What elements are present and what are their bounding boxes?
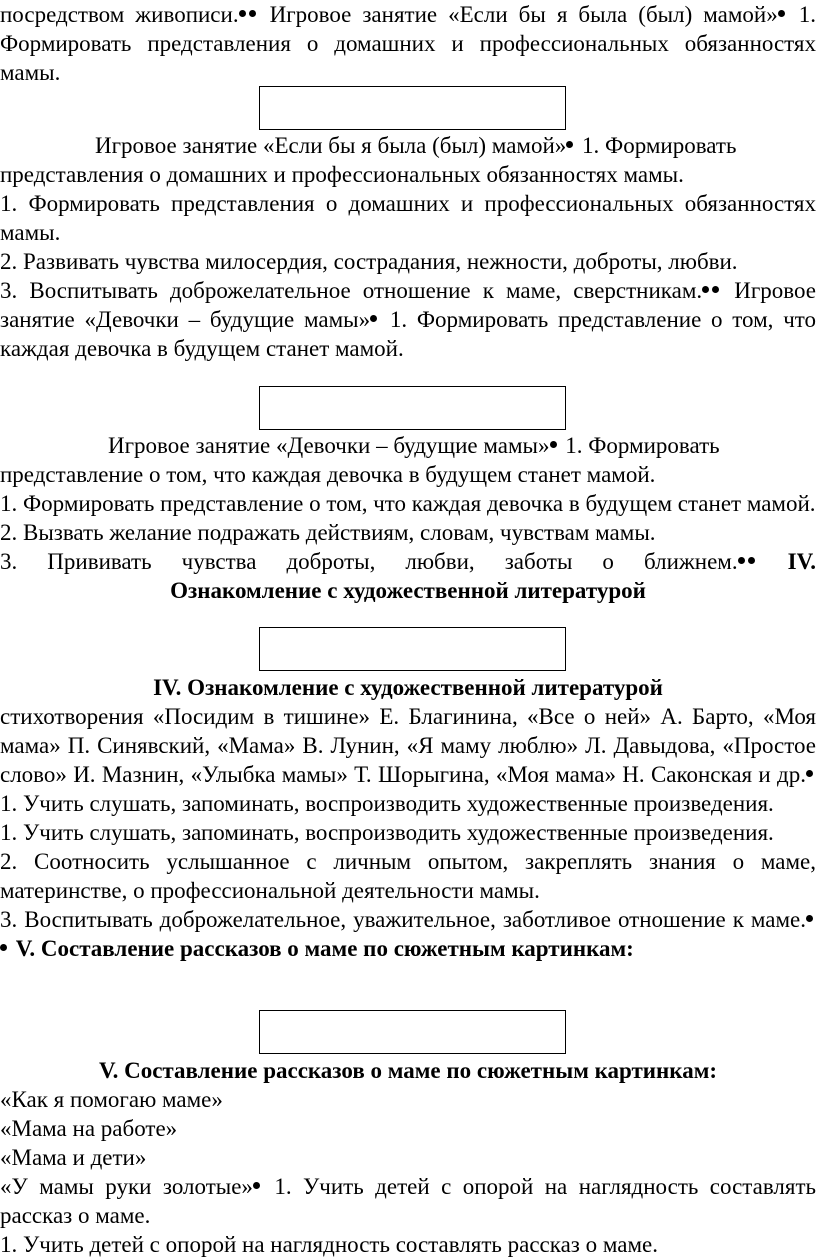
- list-item: 2. Вызвать желание подражать действиям, словам, чувствам мамы.: [0, 520, 656, 545]
- list-item: [0, 547, 816, 576]
- list-item: 2. Развивать чувства милосердия, сострадания, нежности, доброты, любви.: [0, 249, 738, 274]
- text-span: 1. Формировать: [582, 133, 737, 158]
- list-item: 1. Учить детей с опорой на наглядность составлять рассказ о маме.: [0, 1232, 658, 1257]
- text-span: стихотворения «Посидим в тишине» Е. Благинина, «Все о ней» А. Барто, «Моя мама» П. Синявский, «Мама» В. Лунин, «Я маму люблю» Л. Давыдова, «Простое слово» И. Мазнин, «Улыбка мамы» Т. Шорыгина, «Моя мама» Н. Саконская и др.: [0, 704, 816, 787]
- intro-text: [0, 0, 816, 87]
- list-item: [0, 276, 816, 363]
- text-span: IV.: [787, 549, 816, 574]
- text-span: 1.: [798, 2, 816, 27]
- text-span: «У мамы руки золотые»: [0, 1174, 253, 1199]
- list-item: 1. Формировать представления о домашних и профессиональных обязанностях мамы.: [0, 191, 816, 245]
- text-span: Формировать представления о домашних и профессиональных обязанностях: [0, 31, 816, 56]
- bullet-icon: [778, 10, 785, 17]
- image-placeholder-box: [259, 627, 566, 671]
- list-item: «Мама на работе»: [0, 1116, 178, 1141]
- bullet-icon: [806, 770, 813, 777]
- text-span: 1. Формировать: [565, 433, 720, 458]
- bullet-icon: [0, 944, 7, 951]
- text-span: представление о том, что каждая девочка в будущем станет мамой.: [0, 462, 656, 487]
- list-item: «Как я помогаю маме»: [0, 1087, 223, 1112]
- section-title: IV. Ознакомление с художественной литературой: [153, 675, 663, 700]
- image-placeholder-box: [259, 86, 566, 130]
- intro-paragraph: [0, 0, 816, 87]
- list-item: [0, 905, 816, 963]
- text-span: Игровое занятие «Девочки – будущие мамы»: [108, 433, 550, 458]
- bullet-icon: [806, 915, 813, 922]
- bullet-icon: [239, 10, 246, 17]
- text-span: Игровое занятие «Девочки – будущие мамы»: [0, 278, 816, 332]
- text-span: Игровое занятие «Если бы я была (был) мамой»: [95, 133, 567, 158]
- section-heading: [0, 131, 816, 189]
- bullet-icon: [249, 10, 256, 17]
- section-heading: [0, 431, 816, 489]
- text-span: посредством живописи.: [0, 2, 239, 27]
- section-title: Ознакомление с художественной литературой: [170, 578, 646, 603]
- text-span: 3. Воспитывать доброжелательное отношение к маме, сверстникам.: [0, 278, 703, 303]
- list-item: «Мама и дети»: [0, 1145, 147, 1170]
- bullet-icon: [748, 557, 755, 564]
- section-literature: [0, 673, 816, 963]
- bullet-icon: [738, 557, 745, 564]
- list-item: 2. Соотносить услышанное с личным опытом, закреплять знания о маме, материнстве, о профессиональной деятельности мамы.: [0, 849, 816, 903]
- text-span: 1. Формировать представление о том, что каждая девочка в будущем станет мамой.: [0, 307, 816, 361]
- text-span: V. Составление рассказов о маме по сюжетным картинкам:: [15, 936, 634, 961]
- text-span: 1. Учить слушать, запоминать, воспроизводить художественные произведения.: [0, 791, 774, 816]
- text-span: мамы.: [0, 60, 61, 85]
- text-span: представления о домашних и профессиональных обязанностях мамы.: [0, 162, 684, 187]
- paragraph: [0, 702, 816, 818]
- section-stories: [0, 1056, 816, 1259]
- list-item: 1. Учить слушать, запоминать, воспроизводить художественные произведения.: [0, 820, 774, 845]
- image-placeholder-box: [259, 386, 566, 430]
- section-girls-mothers: [0, 431, 816, 605]
- bullet-icon: [712, 286, 719, 293]
- text-span: 1. Учить детей с опорой на наглядность составлять рассказ о маме.: [0, 1174, 816, 1228]
- text-span: 3. Воспитывать доброжелательное, уважительное, заботливое отношение к маме.: [0, 907, 806, 932]
- bullet-icon: [370, 315, 377, 322]
- list-item: 1. Формировать представление о том, что каждая девочка в будущем станет мамой.: [0, 491, 816, 516]
- bullet-icon: [702, 286, 709, 293]
- list-item: [0, 1172, 816, 1230]
- text-span: Игровое занятие «Если бы я была (был) мамой»: [269, 2, 778, 27]
- bullet-icon: [253, 1182, 260, 1189]
- section-game-mother: [0, 131, 816, 363]
- text-span: 3. Прививать чувства доброты, любви, заботы о ближнем.: [0, 549, 738, 574]
- section-title: V. Составление рассказов о маме по сюжетным картинкам:: [98, 1058, 718, 1083]
- image-placeholder-box: [259, 1010, 566, 1054]
- bullet-icon: [566, 141, 573, 148]
- bullet-icon: [550, 441, 557, 448]
